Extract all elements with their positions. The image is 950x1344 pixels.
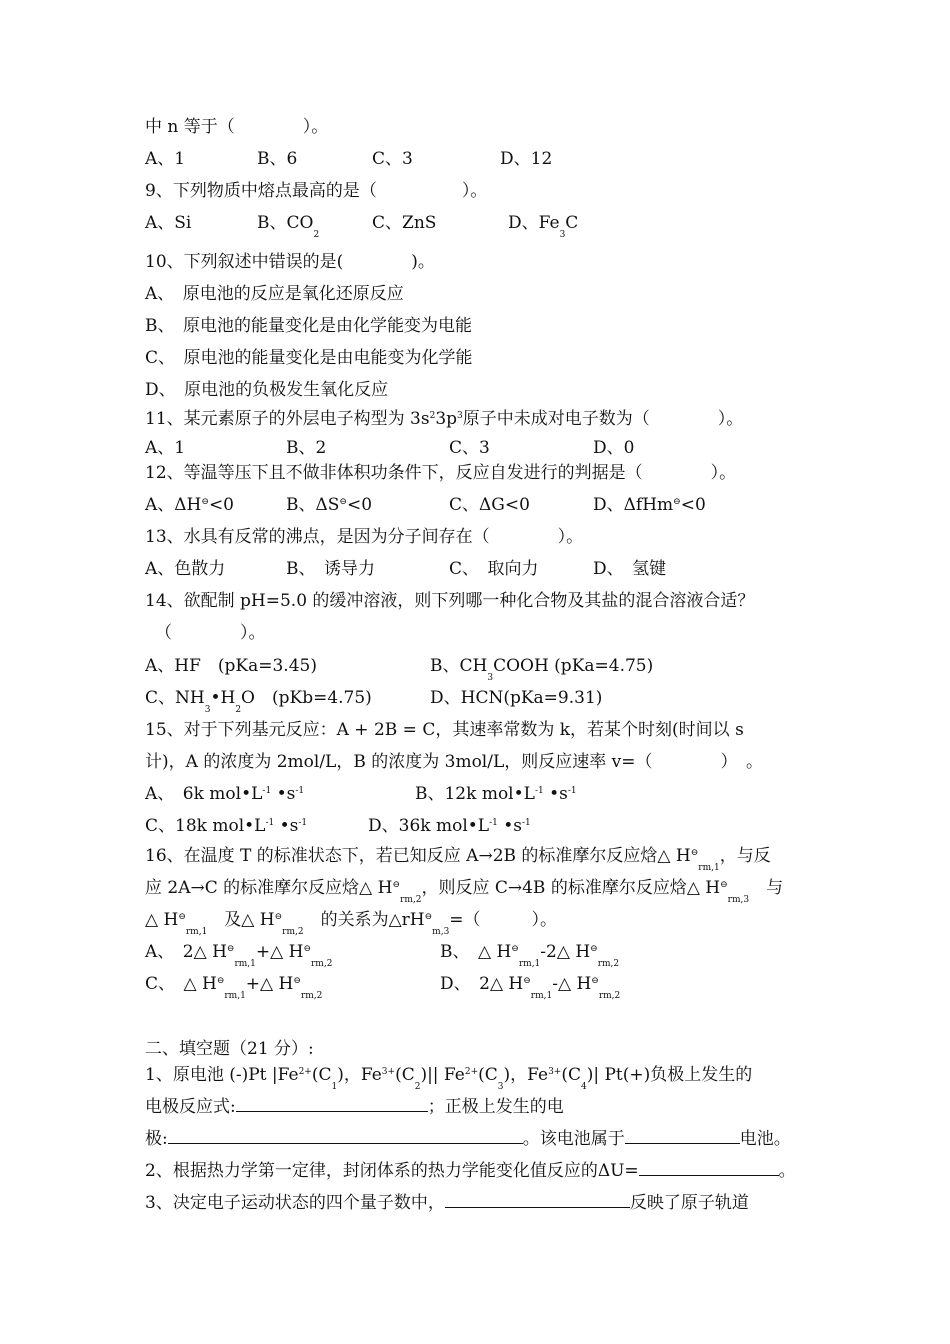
- q13-question: 13、水具有反常的沸点，是因为分子间存在（ ）。: [145, 527, 584, 547]
- q16-option-a: A、 2△ $H^⊖_{rm,1}+\triangle$ $H^⊖_{rm,2}$: [145, 942, 333, 969]
- q10-option-d: D、 原电池的负极发生氧化反应: [145, 380, 389, 400]
- answer-blank[interactable]: [236, 1096, 428, 1112]
- q12-option-c: C、ΔG<0: [449, 495, 530, 515]
- q13-option-d: D、 氢键: [593, 559, 667, 579]
- q14-option-a: A、HF (pKa=3.45): [145, 656, 317, 676]
- q9-option-b: B、$CO_2$: [257, 213, 320, 240]
- q10-option-c: C、 原电池的能量变化是由电能变为化学能: [145, 348, 473, 368]
- answer-blank[interactable]: [445, 1192, 630, 1208]
- q8-option-b: B、6: [257, 149, 298, 169]
- q11-option-b: B、2: [286, 438, 327, 458]
- q10-option-b: B、 原电池的能量变化是由化学能变为电能: [145, 316, 472, 336]
- q8-option-d: D、12: [500, 149, 553, 169]
- q15-option-c: C、18k $mol•L^{-1}$ $•s^{-1}$: [145, 816, 308, 836]
- q15-question-line2: 计)，A 的浓度为 2mol/L，B 的浓度为 3mol/L，则反应速率 v=（ ） 。: [145, 752, 764, 772]
- q8-tail: 中 n 等于（ ）。: [145, 117, 329, 137]
- q16-option-d: D、 2△ $H^⊖_{rm,1}-\triangle$ $H^⊖_{rm,2}$: [440, 974, 621, 1001]
- q9-option-d: D、$Fe_3C$: [508, 213, 579, 240]
- answer-blank[interactable]: [168, 1128, 523, 1144]
- q8-option-c: C、3: [372, 149, 413, 169]
- q14-blank: （ ）。: [155, 623, 266, 643]
- q10-question: 10、下列叙述中错误的是( )。: [145, 252, 435, 272]
- q16-question-line2: 应 2A→C 的标准摩尔反应焓△ $H^⊖_{rm,2}$，则反应 C→4B 的标准摩尔反应焓△ $H^⊖_{rm,3}$ 与: [145, 878, 784, 905]
- q16-option-b: B、 △ $H^⊖_{rm,1}-2\triangle$ $H^⊖_{rm,2}$: [440, 942, 620, 969]
- q15-option-a: A、 6k $mol•L^{-1}$ $•s^{-1}$: [145, 784, 305, 804]
- fill-1-line3: 极: 。该电池属于 电池。: [145, 1129, 791, 1149]
- q14-option-d: D、HCN(pKa=9.31): [430, 688, 603, 708]
- q14-option-c: C、$NH_3•H_2O$ (pKb=4.75): [145, 688, 372, 715]
- section-2-heading: 二、填空题（21 分）:: [145, 1039, 314, 1059]
- answer-blank[interactable]: [639, 1160, 779, 1176]
- q12-option-d: D、ΔfHm⊖<0: [593, 495, 706, 515]
- q10-option-a: A、 原电池的反应是氧化还原反应: [145, 284, 404, 304]
- q12-question: 12、等温等压下且不做非体积功条件下，反应自发进行的判据是（ ）。: [145, 463, 737, 483]
- q13-option-b: B、 诱导力: [286, 559, 375, 579]
- fill-3: 3、决定电子运动状态的四个量子数中， 反映了原子轨道: [145, 1193, 749, 1213]
- q12-option-b: B、ΔS⊖<0: [286, 495, 373, 515]
- fill-1-line1: 1、原电池 (-)Pt $|Fe^{2+}(C_1)$，$Fe^{3+}(C_2)||$ $Fe^{2+}(C_3)$，$Fe^{3+}(C_4)|$ Pt(+)负极上发生的: [145, 1065, 753, 1092]
- q13-option-c: C、 取向力: [449, 559, 539, 579]
- q15-option-b: B、12k $mol•L^{-1}$ $•s^{-1}$: [415, 784, 577, 804]
- q12-option-a: A、ΔH⊖<0: [145, 495, 234, 515]
- fill-1-line2: 电极反应式: ；正极上发生的电: [145, 1097, 564, 1117]
- q14-question: 14、欲配制 pH=5.0 的缓冲溶液，则下列哪一种化合物及其盐的混合溶液合适？: [145, 591, 755, 611]
- q15-option-d: D、36k $mol•L^{-1}$ $•s^{-1}$: [368, 816, 531, 836]
- q16-question-line3: △ $H^⊖_{rm,1}$ 及△ $H^⊖_{rm,2}$ 的关系为$\triangle rH^⊖_{m,3}=$（ ）。: [145, 910, 558, 937]
- q13-option-a: A、色散力: [145, 559, 226, 579]
- q9-question: 9、下列物质中熔点最高的是（ ）。: [145, 181, 488, 201]
- fill-2: 2、根据热力学第一定律，封闭体系的热力学能变化值反应的ΔU= 。: [145, 1161, 796, 1181]
- q11-option-d: D、0: [593, 438, 635, 458]
- q11-question: 11、某元素原子的外层电子构型为 $3s^23p^3$原子中未成对电子数为（ ）。: [145, 409, 744, 429]
- q16-option-c: C、 △ $H^⊖_{rm,1}+\triangle$ $H^⊖_{rm,2}$: [145, 974, 323, 1001]
- q9-option-a: A、Si: [145, 213, 192, 233]
- q15-question-line1: 15、对于下列基元反应：A + 2B = C，其速率常数为 k，若某个时刻(时间以 s: [145, 720, 744, 740]
- q14-option-b: B、$CH_3COOH$ (pKa=4.75): [430, 656, 654, 683]
- q16-question-line1: 16、在温度 T 的标准状态下，若已知反应 A→2B 的标准摩尔反应焓△ $H^⊖_{rm,1}$，与反: [145, 846, 771, 873]
- answer-blank[interactable]: [625, 1128, 740, 1144]
- q11-option-c: C、3: [449, 438, 490, 458]
- q11-option-a: A、1: [145, 438, 186, 458]
- q8-option-a: A、1: [145, 149, 186, 169]
- q9-option-c: C、ZnS: [372, 213, 437, 233]
